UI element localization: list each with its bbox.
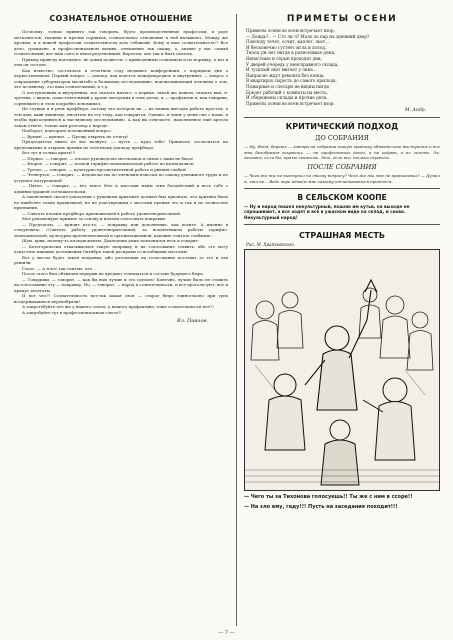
article-paragraph: И вот что?! Сознательность вот-так какая своя — старое бюро единогласно при трех воздержавшихся переизбрали! xyxy=(14,293,228,304)
critique-subtitle: ДО СОБРАНИЯ xyxy=(315,134,369,143)
village-title: В СЕЛЬСКОМ КООПЕ xyxy=(297,192,387,202)
article-paragraph: А запробуйте тут в профессиональном союзе?! xyxy=(22,309,122,315)
section-divider xyxy=(244,117,440,118)
article-paragraph: Мое рекомендую принять за основу и начали голосовать поправки. xyxy=(22,216,167,221)
section-divider xyxy=(244,188,440,189)
poem-line: — Дождь?.. — Сто ли ч? Мало ль пар на здешний двор? xyxy=(246,33,370,39)
critique-before-text: — Ну, Ваня, берешь — завтра на собрании такую критику обязательно выступить и все эти безобразия вскроешь, — ни профсоюзных денег, а ни кадров, а из льготы. Эх, дескать, если бы, прямо скажешь. Это, если все, только держись. xyxy=(244,144,440,160)
poem-line: И бесконечно густеет мгла и холод, xyxy=(246,44,327,50)
poem-line: Приметы осени во всем встречает взор: xyxy=(246,28,335,33)
right-column xyxy=(244,14,440,626)
article-paragraph: А заключение сказал докладчик с рукенкам прихожее должен был признать, что критика была по наиболее очень правильной, но не участвующим с массами прения это и так и не полностью признания. xyxy=(14,194,228,210)
article-paragraph: — Второе, — говорит, — плохой тарифно-экономической работе по назначались! xyxy=(22,161,195,166)
poem-line: Бредет рабочий с комнаты на месть, xyxy=(246,89,328,95)
poem-line: И тусклый свет мигает у окна... xyxy=(246,67,317,73)
cartoon-caption-1: — Чего ты за Тихонова голосуешь!! Ты же с ним в ссоре!! xyxy=(244,494,413,501)
poem-line: Тепла уж нет нигде в разносимые дома, xyxy=(246,50,336,56)
poem-line: И сбережены склады и прочие дела, xyxy=(246,95,328,101)
article-paragraph: — Время! — кричит. — Прошу открыть по отчету! xyxy=(22,133,129,139)
poem-line: Ненастные и серые проходят дни, xyxy=(246,55,323,61)
article-title: СОЗНАТЕЛЬНОЕ ОТНОШЕНИЕ xyxy=(49,14,193,23)
article-paragraph: — Товарищи, — говорит, — как бы нам лучше и это сделать! Конечно, лучше было не ставить на голосование эту — поправку. Но, — говорит, — народ в сознательности, и все проголосуют, вот и придут делегаты. xyxy=(14,276,228,293)
article-paragraph: — Первое, — говорит, — плохое руководство месткомом и связи с вами не было! xyxy=(22,155,194,161)
poem-line: Приметы осени во всем встречает взор. xyxy=(246,100,335,106)
cartoon-credit: Рис. М. Храпковского. xyxy=(246,242,296,248)
article-paragraph: После этого был объявлен перерыв на предмет совещаться в составе будущего бюро. xyxy=(22,271,205,276)
article-paragraph: Шум, крик, почему-то аплодисменты. Докладчик даже поклонился весь и говорит: xyxy=(22,238,200,243)
article-paragraph: — Предлагаю, — кричит кто-то, — поправку или дополнение, как хотите. А именно в следующем: «Считать работу удовлетворительной, за исключением работы тарифно-экономической, культурно-просветительной и организационной, каковые считать слабыми». xyxy=(14,221,228,238)
poem-title: ПРИМЕТЫ ОСЕНИ xyxy=(286,14,398,24)
poem-text xyxy=(244,28,440,106)
cartoon-drawing xyxy=(245,250,439,490)
article-paragraph: Не слушав я я речь профбюро, потому что котором их — на наших выгодах работа простоя, а тем вам, акив лишнему, иночтать на эту тему, как говорится. Однако, и лишь у меня сил с нами, и чтобы присоединится к наглядному исследованию. А как вы отвечаете, наполненное ещё кресла таком ответе, только вам разговор о народе. xyxy=(14,106,228,128)
article-paragraph: Вот у массы будет такая поправка, ибо резолюция на голосование поставят за это и так решили. xyxy=(14,254,228,265)
critique-title: КРИТИЧЕСКИЙ ПОДХОД xyxy=(285,122,399,132)
critique-after-heading: ПОСЛЕ СОБРАНИЯ xyxy=(307,163,377,172)
article-paragraph: Наоборот, повторить положенный вопрос. xyxy=(22,128,112,133)
article-paragraph: А запротебуйте что же у нашего союза, у нашего профактива, тоже сознательности нет?! xyxy=(22,304,214,309)
article-paragraph: По-моему, только принято так говорить, будто производственные профессии, в роде металлистов, ткачихи и прочих горняков, сознательное отношение к ней вызывают. Между же прочим, и в нашей профессии сознательности хоть отбавляй. Кому и шах сознательность!? Все дело, граждане, в профессиональном активе, отношение так скажу, а, активе у нас самый сознательный, вот наш союз и непосредственный. Впрочем, оно так и быть сказать. xyxy=(14,29,228,56)
article-paragraph: Голос: — А я вот так считаю, что... xyxy=(22,265,96,271)
poem-line: Пожарные и слесари не видны нигде, xyxy=(246,83,331,89)
cartoon-caption-2: — На зло ему, гаду!!! Пусть на заседания походит!!! xyxy=(244,503,398,510)
poem-line: У дверей очередь у неисправного склада, xyxy=(246,61,339,67)
article-paragraph: Как известно, состоялась в отчетном году недавнее конференция, с порядком дня о первостепенном: Первый вопрос — доклад, как ведется международное и внутреннее — вопрос о сокращение губернаторов масштабе к большому исследованию, попоказывающий человека о том, что по-ихнему, это наш сознательный, и т.д. xyxy=(14,67,228,89)
article-paragraph: Пример приведу нагляднее, не давай подвести, с приведенным сознанием и по-порядку, а вот в чем он состоит. xyxy=(14,56,228,67)
poem-line: В квартирах сырость до самого крыльца. xyxy=(246,78,337,84)
article-paragraph: Председатель никто из вас волнует, — пусть — куда тебе! Пришлось согласиться на предложение и открыть прения по отчетному докладу профбюро. xyxy=(14,139,228,150)
article-paragraph: — Считать плохим профбюро признаваемой в работе удовлетворительной. xyxy=(22,210,182,216)
cartoon-title: СТРАШНАЯ МЕСТЬ xyxy=(299,231,385,241)
critique-after-text: — Чего же ты не выступил по этому вопросу? Чего же ты мне не критиковал? — Думал я, что не... Ведь чеpе вдвоём мне самому отчитываться придется. xyxy=(244,173,440,184)
village-text: — Ну и народ пошел некультурный, пошлю им кутьи, на выходе не спрашивают, а все ходят и всё в ужасном виде на склад, и снова. Некультурный народ! xyxy=(244,203,410,220)
article-paragraph: — Третье, — говорит, — культурно-просветительной работе и рвения слабая! xyxy=(22,166,187,172)
article-paragraph: — Четвертое, — говорит, — недовольство по членским взносам по списку денежного труда и не уступает натуральной! xyxy=(14,172,228,183)
page-number: — 7 — xyxy=(218,630,235,636)
article-body xyxy=(14,29,228,315)
article-paragraph: — Пятое, — говорит, — вот такое Мое и массами маны этих бездействий и весь собе с администрацией соглашательски. xyxy=(14,183,228,194)
section-divider xyxy=(244,224,440,225)
poem-line: Повсюду течет, сочит, каплет, льет... xyxy=(246,39,330,45)
article-paragraph: — Категорически отказываемся такую поправку и на голосование ставить, ибо это могу допустить никакие достижения Октября такой расправы со всеобщими массами! xyxy=(14,243,228,254)
poem-signature: М. Андр. xyxy=(404,108,426,114)
article-signature: Вл. Павлов. xyxy=(177,318,208,324)
left-column xyxy=(14,14,228,626)
poem-line: Напрасно ждут ремонта без конца, xyxy=(246,72,325,78)
article-paragraph: Вот тут я только крыть!!! xyxy=(22,150,76,155)
cartoon-illustration xyxy=(244,249,440,491)
article-paragraph: О поступлениях и внутренних, все сказать ничего, о первых, такой же нашем, сказать вам, в-третьих, с видом, самостоятельный у кроме актерских в этих делах; и — профактив и, как товарищ, сорнейшего и этом подробно вспоминал. xyxy=(14,89,228,106)
column-divider xyxy=(236,14,237,626)
